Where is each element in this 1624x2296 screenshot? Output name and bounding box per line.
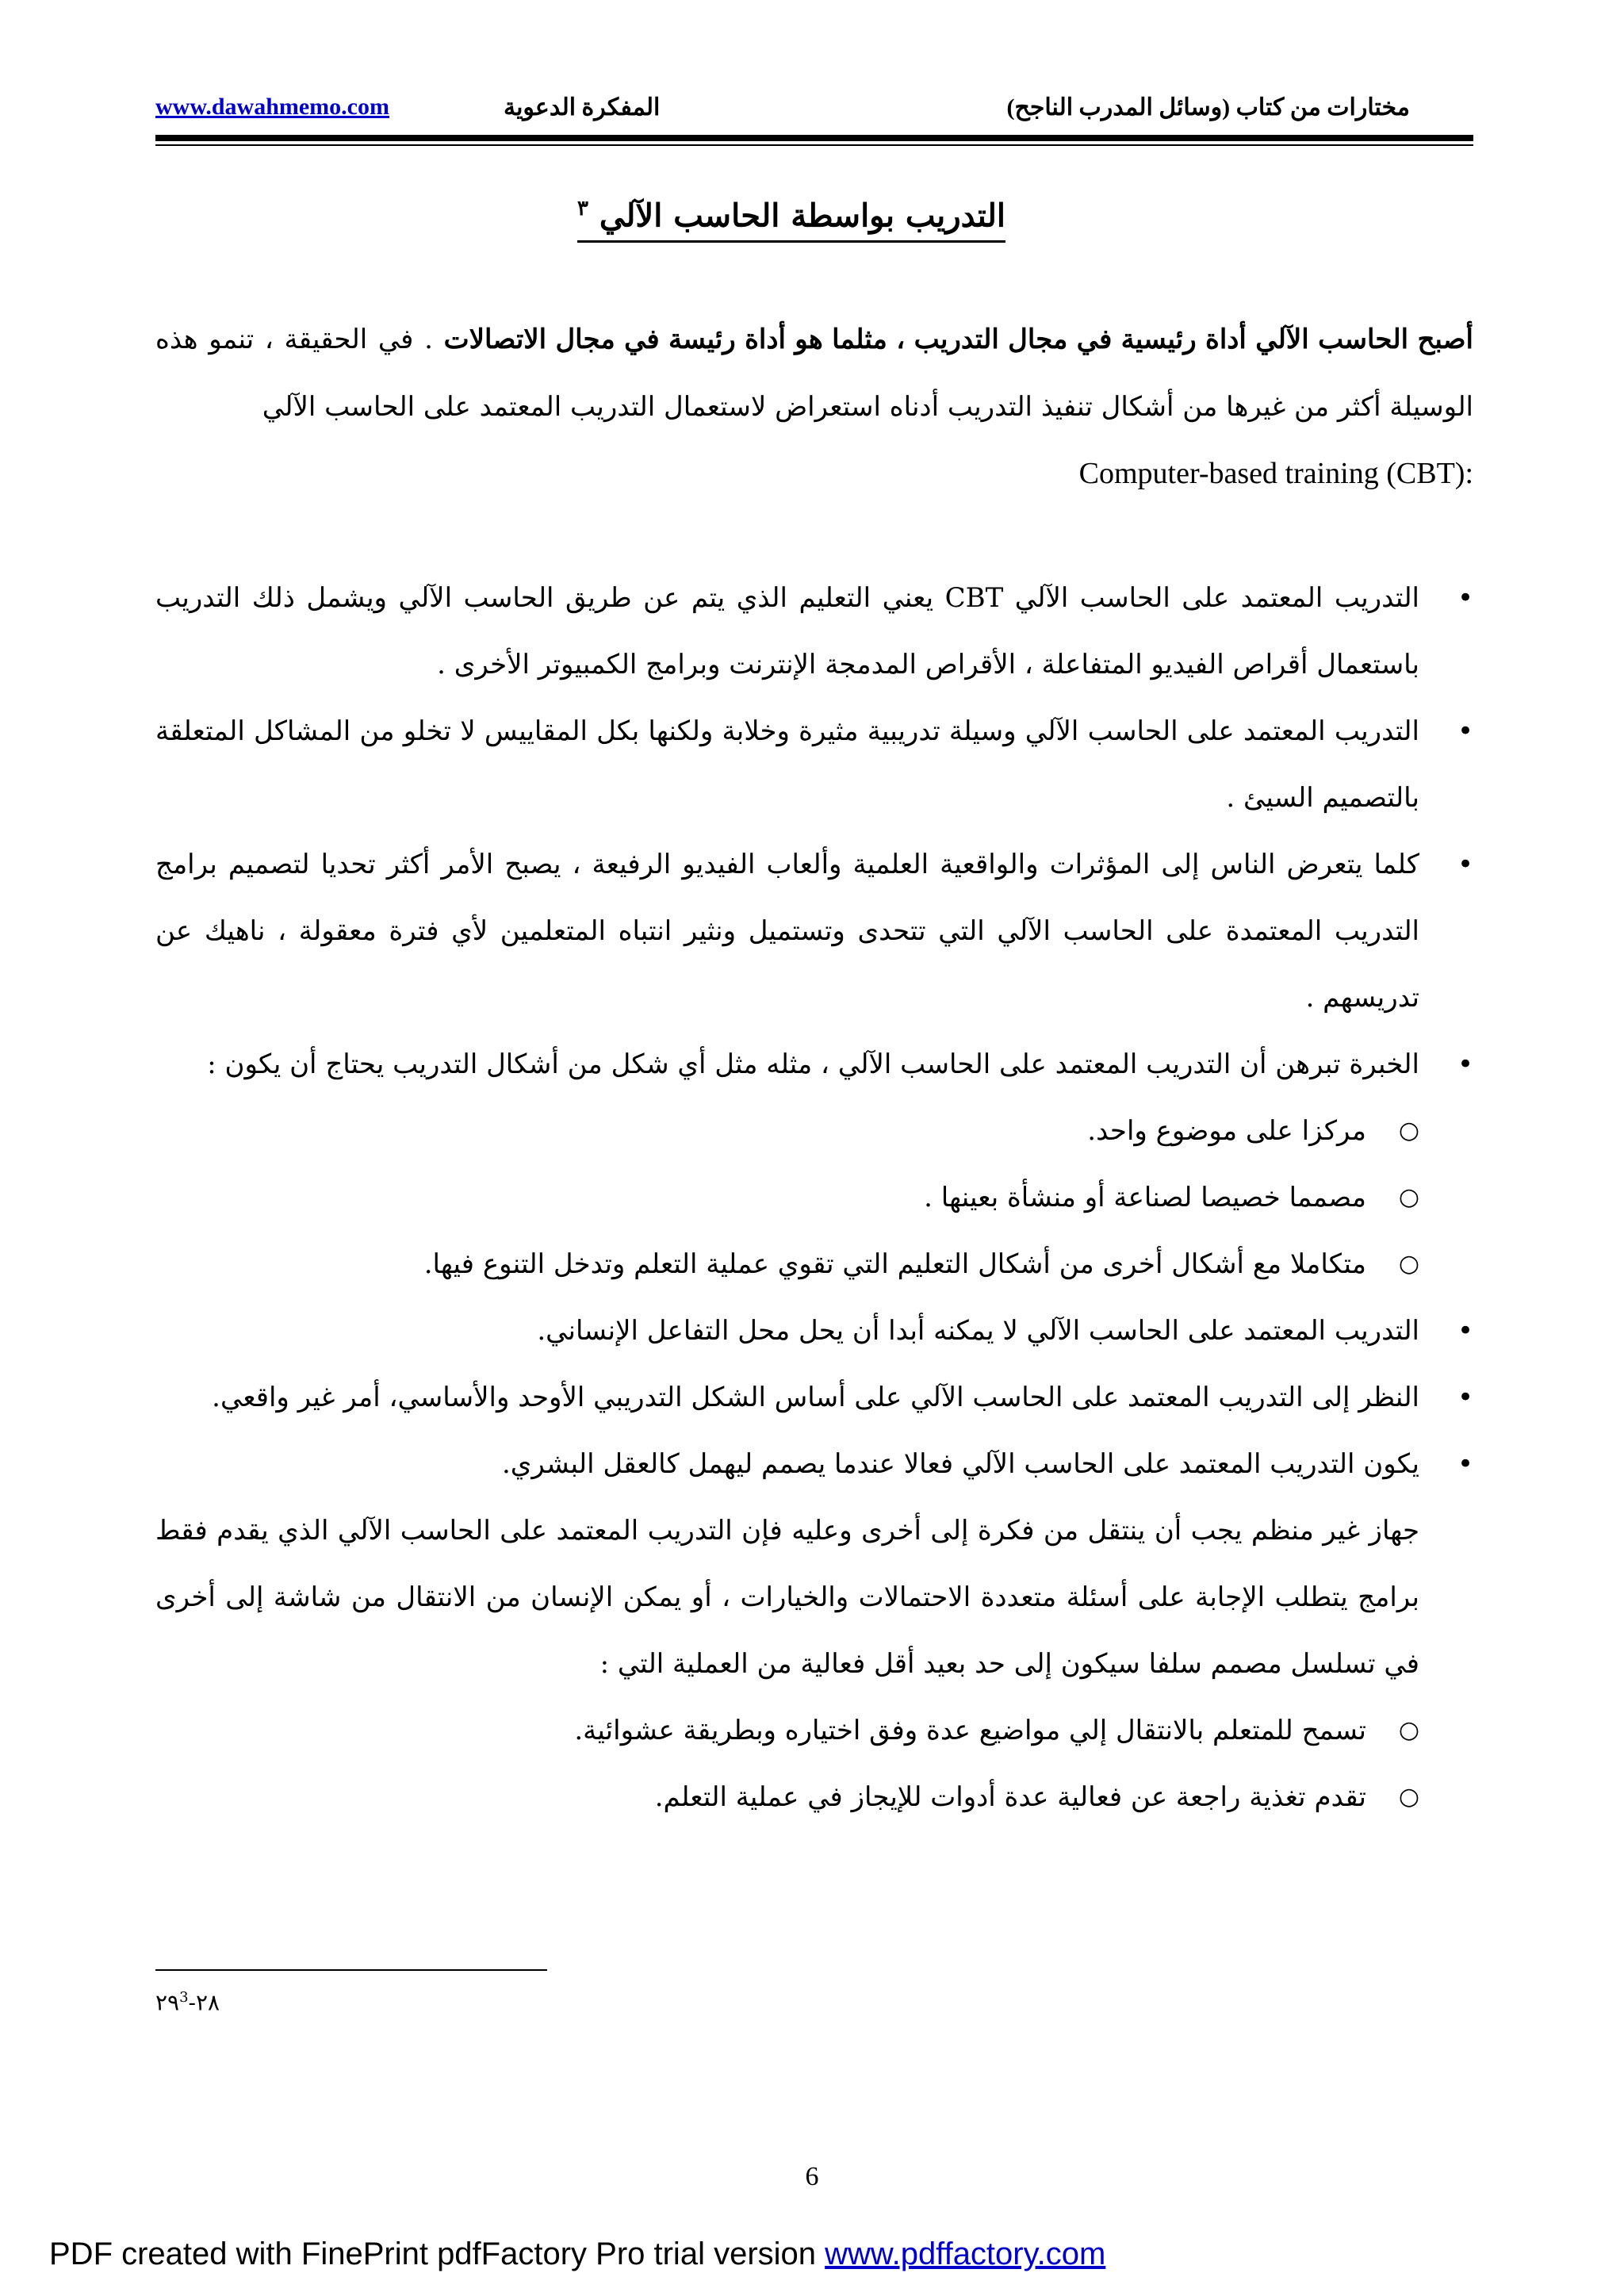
sub-item — [155, 1098, 1473, 1164]
header-rule-thick — [155, 135, 1473, 141]
circle-bullet-icon: ○ — [1398, 1783, 1419, 1811]
bullet-item: • النظر إلى التدريب المعتمد على الحاسب الآلي على أساس الشكل التدريبي الأوحد والأساسي، أمر غير واقعي. — [155, 1364, 1473, 1431]
sub-item — [155, 1164, 1473, 1231]
header-site-name: المفكرة الدعوية — [504, 94, 661, 121]
bullet-item: • التدريب المعتمد على الحاسب الآلي وسيلة تدريبية مثيرة وخلابة ولكنها بكل المقاييس لا تخلو من المشاكل المتعلقة بالتصميم السيئ . — [155, 698, 1473, 831]
sub-item — [155, 1697, 1473, 1764]
intro-rest: . في الحقيقة ، تنمو هذه الوسيلة أكثر من غيرها من أشكال تنفيذ التدريب أدناه استعراض لاستعمال التدريب المعتمد على الحاسب الآلي — [155, 324, 1473, 423]
sub-item — [155, 1231, 1473, 1297]
intro-bold: أصبح الحاسب الآلي أداة رئيسية في مجال التدريب ، مثلما هو أداة رئيسة في مجال الاتصالات — [443, 325, 1473, 355]
sub-item — [155, 1764, 1473, 1830]
website-link[interactable]: www.dawahmemo.com — [155, 94, 389, 120]
bullet-item: • التدريب المعتمد على الحاسب الآلي CBT يعني التعليم الذي يتم عن طريق الحاسب الآلي ويشمل ذلك التدريب باستعمال أقراص الفيديو المتفاعلة ، الأقراص المدمجة الإنترنت وبرامج الكمبيوتر الأخرى . — [155, 565, 1473, 698]
bullet-item: • التدريب المعتمد على الحاسب الآلي لا يمكنه أبدا أن يحل محل التفاعل الإنساني. — [155, 1297, 1473, 1364]
footnote-rule — [155, 1969, 547, 1971]
bullet-item: • الخبرة تبرهن أن التدريب المعتمد على الحاسب الآلي ، مثله مثل أي شكل من أشكال التدريب يحتاج أن يكون : — [155, 1031, 1473, 1098]
sub-item-text: مصمما خصيصا لصناعة أو منشأة بعينها . — [924, 1182, 1366, 1213]
sub-item-text: تقدم تغذية راجعة عن فعالية عدة أدوات للإيجاز في عملية التعلم. — [654, 1781, 1366, 1813]
title-footnote-ref: ٣ — [576, 197, 588, 220]
intro-paragraph — [155, 306, 1473, 508]
sub-item-text: مركزا على موضوع واحد. — [1087, 1115, 1366, 1147]
header-book-title: مختارات من كتاب (وسائل المدرب الناجح) — [1006, 94, 1410, 121]
header-website-link[interactable] — [155, 94, 389, 121]
content-list — [155, 565, 1473, 1830]
pdffactory-link[interactable]: www.pdffactory.com — [825, 2237, 1106, 2271]
page-title-text: التدريب بواسطة الحاسب الآلي — [599, 197, 1005, 235]
intro-english: Computer-based training (CBT): — [1078, 457, 1473, 490]
circle-bullet-icon: ○ — [1398, 1716, 1419, 1744]
sub-item-text: متكاملا مع أشكال أخرى من أشكال التعليم التي تقوي عملية التعلم وتدخل التنوع فيها. — [423, 1248, 1366, 1280]
bullet-item: • يكون التدريب المعتمد على الحاسب الآلي فعالا عندما يصمم ليهمل كالعقل البشري. — [155, 1431, 1473, 1497]
footnote — [155, 1989, 220, 2015]
header-rule-thin — [155, 144, 1473, 146]
page-title — [577, 197, 1005, 243]
circle-bullet-icon: ○ — [1398, 1117, 1419, 1144]
footnote-text: ٢٨-٢٩ — [155, 1989, 220, 2016]
footnote-marker: 3 — [179, 1989, 189, 2006]
sub-item-text: تسمح للمتعلم بالانتقال إلي مواضيع عدة وفق اختياره وبطريقة عشوائية. — [574, 1715, 1366, 1746]
bullet-item: • كلما يتعرض الناس إلى المؤثرات والواقعية العلمية وألعاب الفيديو الرفيعة ، يصبح الأمر أكثر تحديا لتصميم برامج التدريب المعتمدة على الحاسب الآلي التي تتحدى وتستميل ونثير انتباه المتعلمين لأي فترة معقولة ، ناهيك عن تدريسهم . — [155, 831, 1473, 1031]
pdf-footer-text: PDF created with FinePrint pdfFactory Pro trial version — [49, 2237, 825, 2271]
circle-bullet-icon: ○ — [1398, 1183, 1419, 1211]
body-paragraph: جهاز غير منظم يجب أن ينتقل من فكرة إلى أخرى وعليه فإن التدريب المعتمد على الحاسب الآلي الذي يقدم فقط برامج يتطلب الإجابة على أسئلة متعددة الاحتمالات والخيارات ، أو يمكن الإنسان من الانتقال من شاشة إلى أخرى في تسلسل مصمم سلفا سيكون إلى حد بعيد أقل فعالية من العملية التي : — [155, 1515, 1419, 1680]
page-number: 6 — [805, 2162, 819, 2191]
circle-bullet-icon: ○ — [1398, 1250, 1419, 1278]
pdf-footer — [49, 2237, 1105, 2272]
